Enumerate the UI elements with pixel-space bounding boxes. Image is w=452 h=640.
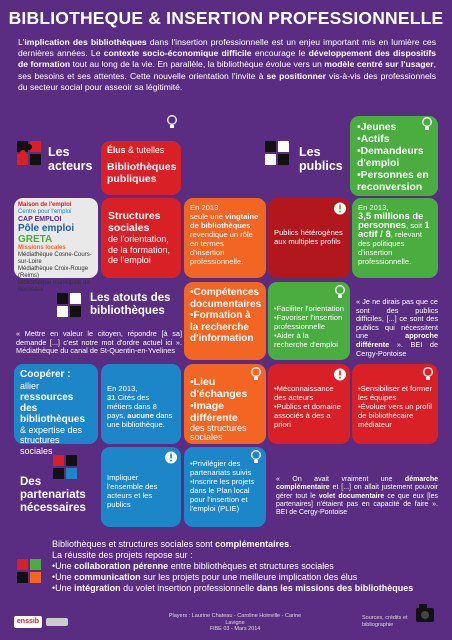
cooperer-box: Coopérer : allier ressources des bibliothèques & expertise des structures sociales: [14, 364, 98, 444]
footer-sources[interactable]: Sources, crédits et bibliographie: [362, 615, 408, 628]
enssib-logo: enssib: [14, 616, 42, 628]
lieu-box: •Lieu d'échanges •Image différente des structures sociales: [184, 364, 266, 444]
quote-left: « Mettre en valeur le citoyen, répondre [à sa] demande [...] c'est notre mot d'ordre actuel ici ». Médiathèque du canal de St-Quentin-en-Yvelines: [16, 329, 182, 356]
warning-icon: [333, 202, 347, 215]
lightbulb-icon: [250, 367, 262, 381]
publics-item-4: •Personnes en reconversion: [357, 170, 429, 193]
publics-heterogenes-box: Publics hétérogènes aux multiples profils: [268, 198, 350, 278]
intro-paragraph: L'implication des bibliothèques dans l'insertion professionnelle est un enjeu important mis en lumière ces dernières années. Le contexte socio-économique difficile encourage le développement des dispositifs de formation tout au long de la vie. En parallèle, la bibliothèque évolue vers un modèle centré sur l'usager, ses besoins et ses attentes. Cette nouvelle orientation l'invite à se positionner vis-à-vis des professionnels du secteur social pour asseoir sa légitimité.: [18, 37, 437, 92]
acteurs-label: Les acteurs: [48, 145, 93, 173]
elus-title: Élus & tutelles: [107, 145, 165, 155]
puzzle-conclusion-icon: [14, 556, 44, 586]
puzzle-atouts-icon: [54, 290, 84, 320]
publics-item-2: •Actifs: [357, 134, 390, 145]
puzzle-people-icon: [14, 138, 44, 168]
publics-item-3: •Demandeurs d'emploi: [357, 146, 424, 169]
footer-credits: Players : Laurine Chateau - Caroline Hoinville - Carine Lavigne FIBE 03 - Mars 2014: [168, 613, 302, 632]
sensibiliser-box: •Sensibiliser et former les équipes •Évoluer vers un profil de bibliothécaire médiateur: [352, 364, 438, 444]
millions-box: En 2013, 3,5 millions de personnes, soit 1 actif / 8, relevant des politiques d'insertion professionnelle.: [352, 198, 438, 278]
publics-item-1: •Jeunes: [357, 122, 397, 133]
lightbulb-icon: [422, 367, 434, 381]
faciliter-box: •Faciliter l'orientation •Favoriser l'insertion professionnelle •Aider à la recherche d'emploi: [268, 282, 350, 360]
privilegier-box: •Privilégier des partenariats suivis •Inscrire les projets dans le Plan local pour l'insertion et l'emploi (PLIE): [184, 447, 266, 527]
vingtaine-box: En 2013, seule une vingtaine de bibliothèques revendique un rôle en termes d'insertion professionnelle.: [184, 198, 266, 278]
impliquer-box: Impliquer l'ensemble des acteurs et les publics: [101, 447, 181, 527]
warning-icon: [164, 451, 178, 464]
publics-label: Les publics: [299, 145, 343, 173]
lightbulb-icon: [250, 450, 262, 464]
meconnaissance-box: •Méconnaissance des acteurs •Publics et domaine associés à des a priori: [268, 364, 350, 444]
lightbulb-icon: [334, 285, 346, 299]
structures-box: Structures sociales de l'orientation, de la formation, de l'emploi: [101, 198, 181, 278]
poster-title: BIBLIOTHEQUE & INSERTION PROFESSIONNELLE: [8, 8, 444, 28]
warning-icon: [333, 368, 347, 381]
competences-box: •Compétences documentaires •Formation à la recherche d'information: [184, 282, 266, 360]
lightbulb-icon: [166, 115, 178, 129]
cites-box: En 2013, 31 Cités des métiers dans 8 pays, aucune dans une bibliothèque.: [101, 364, 181, 444]
puzzle-publics-icon: [262, 138, 292, 168]
lightbulb-icon: [421, 117, 433, 131]
creative-commons-icon: [46, 618, 68, 626]
partenariats-label: Des partenariats nécessaires: [20, 476, 86, 514]
conclusion: Bibliothèques et structures sociales sont complémentaires. La réussite des projets repose sur : •Une collaboration pérenne entre bibliothèques et structures sociales •Une communication sur les projets pour une meilleure implication des élus •Une intégration du volet insertion professionnelle dans les missions des bibliothèques: [52, 539, 414, 593]
bib-publiques: Bibliothèques publiques: [107, 161, 177, 185]
elus-box: [101, 141, 181, 195]
quote-right: « Je ne dirais pas que ce sont des publics difficiles, [...] ce sont des publics qui nécessitent une approche différente ». BEI de Cergy-Pontoise: [356, 297, 438, 358]
camera-icon: [412, 600, 440, 626]
quote-partenariats: « On avait vraiment une démarche complémentaire et [...] on allait justement pouvoir gérer tout le volet documentaire ce que eux [les partenaires] n'étaient pas en capacité de faire ». BEI de Cergy-Pontoise: [276, 476, 438, 517]
logos-collage: Maison de l'emploi Centre pour l'emploi CAP EMPLOI Pôle emploi GRETA Missions locales Médiathèque Cosne-Cours-sur-Loire Médiathèque Croix-Rouge (Reims) Bibliothèque municipale de Bordeaux: [14, 198, 98, 278]
atouts-label: Les atouts des bibliothèques: [90, 292, 171, 317]
